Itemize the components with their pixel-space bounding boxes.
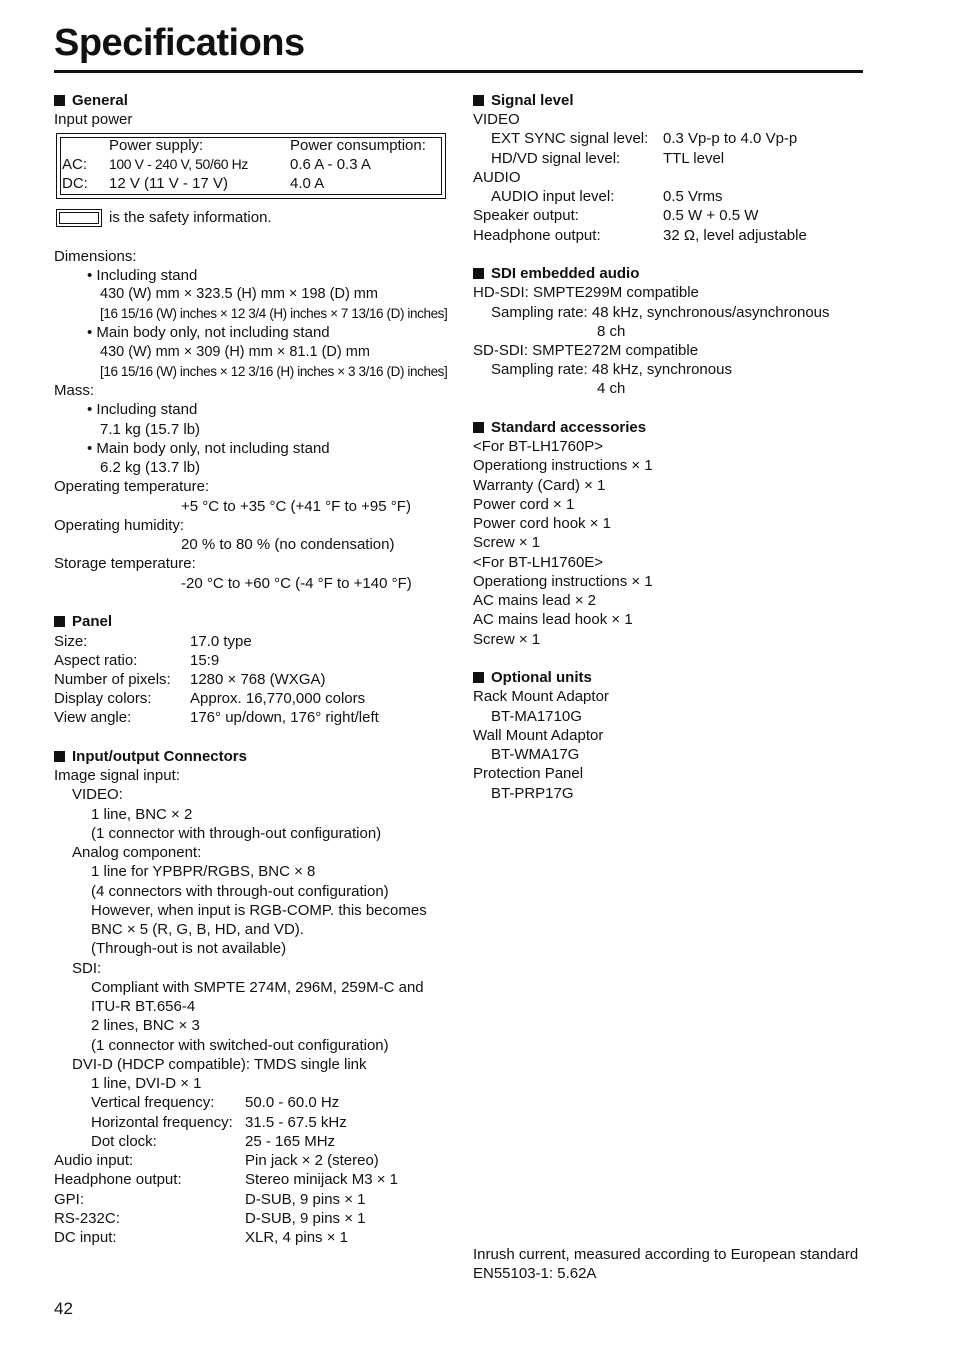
sdi-line: (1 connector with switched-out configuration) — [91, 1037, 389, 1054]
optional-model: BT-WMA17G — [491, 746, 580, 763]
accessory-item: <For BT-LH1760E> — [473, 554, 604, 571]
safety-symbol — [56, 209, 102, 227]
accessory-item: Screw × 1 — [473, 631, 541, 648]
st-temp-value: -20 °C to +60 °C (-4 °F to +140 °F) — [181, 575, 412, 592]
dim-incl-inches: [16 15/16 (W) inches × 12 3/4 (H) inches × 7 13/16 (D) inches] — [100, 306, 448, 321]
inrush-note: Inrush current, measured according to European standard — [473, 1246, 859, 1263]
sdi-line: Compliant with SMPTE 274M, 296M, 259M-C and — [91, 979, 424, 996]
sdi-label: SDI: — [72, 960, 102, 977]
panel-value: 1280 × 768 (WXGA) — [190, 671, 326, 688]
audio-level-label: AUDIO input level: — [491, 188, 615, 205]
ac-supply: 100 V - 240 V, 50/60 Hz — [109, 156, 248, 172]
accessory-item: Power cord hook × 1 — [473, 515, 611, 532]
signal-audio-label: AUDIO — [473, 169, 521, 186]
io-row-value: XLR, 4 pins × 1 — [245, 1229, 348, 1246]
optional-item: Rack Mount Adaptor — [473, 688, 609, 705]
dvi-label: DVI-D (HDCP compatible): TMDS single link — [72, 1056, 367, 1073]
dvi-row-value: 50.0 - 60.0 Hz — [245, 1094, 340, 1111]
headphone-label: Headphone output: — [473, 227, 601, 244]
ext-sync-value: 0.3 Vp-p to 4.0 Vp-p — [663, 130, 798, 147]
power-supply-header: Power supply: — [109, 137, 204, 154]
video-note: (1 connector with through-out configuration) — [91, 825, 382, 842]
dc-supply: 12 V (11 V - 17 V) — [109, 175, 228, 192]
io-row-value: Pin jack × 2 (stereo) — [245, 1152, 379, 1169]
optional-item: Wall Mount Adaptor — [473, 727, 604, 744]
input-power-label: Input power — [54, 111, 133, 128]
square-bullet-icon — [54, 95, 65, 106]
panel-label: Number of pixels: — [54, 671, 171, 688]
dim-body-mm: 430 (W) mm × 309 (H) mm × 81.1 (D) mm — [100, 344, 370, 360]
mass-body-value: 6.2 kg (13.7 lb) — [100, 459, 201, 476]
sd-sdi-rate: Sampling rate: 48 kHz, synchronous — [491, 361, 732, 378]
io-row-value: D-SUB, 9 pins × 1 — [245, 1191, 366, 1208]
op-temp-value: +5 °C to +35 °C (+41 °F to +95 °F) — [181, 498, 411, 515]
dvi-row-label: Horizontal frequency: — [91, 1114, 233, 1131]
hdvd-label: HD/VD signal level: — [491, 150, 621, 167]
analog-note: (Through-out is not available) — [91, 940, 287, 957]
video-line: 1 line, BNC × 2 — [91, 806, 193, 823]
sd-sdi-line: SD-SDI: SMPTE272M compatible — [473, 342, 699, 359]
accessory-item: AC mains lead × 2 — [473, 592, 596, 609]
panel-label: Size: — [54, 633, 88, 650]
hdvd-value: TTL level — [663, 150, 725, 167]
analog-line: 1 line for YPBPR/RGBS, BNC × 8 — [91, 863, 316, 880]
accessory-item: Warranty (Card) × 1 — [473, 477, 606, 494]
speaker-label: Speaker output: — [473, 207, 579, 224]
io-row-value: Stereo minijack M3 × 1 — [245, 1171, 398, 1188]
audio-level-value: 0.5 Vrms — [663, 188, 723, 205]
square-bullet-icon — [473, 95, 484, 106]
optional-model: BT-MA1710G — [491, 708, 582, 725]
sdi-audio-heading: SDI embedded audio — [473, 264, 639, 283]
signal-heading: Signal level — [473, 91, 574, 110]
square-bullet-icon — [473, 422, 484, 433]
analog-label: Analog component: — [72, 844, 202, 861]
dvi-row-label: Vertical frequency: — [91, 1094, 215, 1111]
panel-value: 17.0 type — [190, 633, 252, 650]
ac-consumption: 0.6 A - 0.3 A — [290, 156, 371, 173]
analog-note: (4 connectors with through-out configuration) — [91, 883, 389, 900]
headphone-value: 32 Ω, level adjustable — [663, 227, 807, 244]
optional-item: Protection Panel — [473, 765, 584, 782]
dvi-line: 1 line, DVI-D × 1 — [91, 1075, 202, 1092]
video-label: VIDEO: — [72, 786, 123, 803]
inrush-value: EN55103-1: 5.62A — [473, 1265, 597, 1282]
mass-label: Mass: — [54, 382, 95, 399]
mass-incl-label: • Including stand — [87, 401, 198, 418]
accessory-item: <For BT-LH1760P> — [473, 438, 604, 455]
dc-consumption: 4.0 A — [290, 175, 325, 192]
accessory-item: AC mains lead hook × 1 — [473, 611, 633, 628]
dvi-row-label: Dot clock: — [91, 1133, 157, 1150]
hd-sdi-channels: 8 ch — [597, 323, 626, 340]
sdi-line: 2 lines, BNC × 3 — [91, 1017, 200, 1034]
io-row-label: Audio input: — [54, 1152, 134, 1169]
sd-sdi-channels: 4 ch — [597, 380, 626, 397]
dim-incl-mm: 430 (W) mm × 323.5 (H) mm × 198 (D) mm — [100, 286, 378, 302]
io-row-label: Headphone output: — [54, 1171, 182, 1188]
signal-video-label: VIDEO — [473, 111, 520, 128]
dim-body-label: • Main body only, not including stand — [87, 324, 330, 341]
analog-note: BNC × 5 (R, G, B, HD, and VD). — [91, 921, 304, 938]
speaker-value: 0.5 W + 0.5 W — [663, 207, 759, 224]
io-row-label: GPI: — [54, 1191, 85, 1208]
accessories-heading: Standard accessories — [473, 418, 646, 437]
mass-body-label: • Main body only, not including stand — [87, 440, 330, 457]
hd-sdi-line: HD-SDI: SMPTE299M compatible — [473, 284, 699, 301]
sdi-line: ITU-R BT.656-4 — [91, 998, 196, 1015]
io-heading: Input/output Connectors — [54, 747, 247, 766]
dvi-row-value: 25 - 165 MHz — [245, 1133, 336, 1150]
panel-value: 15:9 — [190, 652, 220, 669]
accessory-item: Power cord × 1 — [473, 496, 575, 513]
panel-value: Approx. 16,770,000 colors — [190, 690, 366, 707]
page-number: 42 — [54, 1299, 73, 1318]
dvi-row-value: 31.5 - 67.5 kHz — [245, 1114, 347, 1131]
title-rule — [54, 70, 863, 73]
panel-label: Aspect ratio: — [54, 652, 138, 669]
square-bullet-icon — [54, 616, 65, 627]
image-signal-label: Image signal input: — [54, 767, 180, 784]
io-row-value: D-SUB, 9 pins × 1 — [245, 1210, 366, 1227]
st-temp-label: Storage temperature: — [54, 555, 196, 572]
op-hum-label: Operating humidity: — [54, 517, 185, 534]
square-bullet-icon — [473, 672, 484, 683]
power-consumption-header: Power consumption: — [290, 137, 426, 154]
panel-value: 176° up/down, 176° right/left — [190, 709, 379, 726]
page-title: Specifications — [54, 22, 305, 64]
safety-note: is the safety information. — [109, 209, 272, 226]
square-bullet-icon — [473, 268, 484, 279]
square-bullet-icon — [54, 751, 65, 762]
panel-heading: Panel — [54, 612, 112, 631]
ac-label: AC: — [62, 156, 88, 173]
ext-sync-label: EXT SYNC signal level: — [491, 130, 649, 147]
optional-model: BT-PRP17G — [491, 785, 574, 802]
io-row-label: DC input: — [54, 1229, 117, 1246]
panel-label: Display colors: — [54, 690, 152, 707]
dim-incl-label: • Including stand — [87, 267, 198, 284]
op-temp-label: Operating temperature: — [54, 478, 210, 495]
accessory-item: Operationg instructions × 1 — [473, 457, 653, 474]
hd-sdi-rate: Sampling rate: 48 kHz, synchronous/asynchronous — [491, 304, 830, 321]
accessory-item: Operationg instructions × 1 — [473, 573, 653, 590]
panel-label: View angle: — [54, 709, 132, 726]
optional-heading: Optional units — [473, 668, 592, 687]
general-heading: General — [54, 91, 128, 110]
accessory-item: Screw × 1 — [473, 534, 541, 551]
io-row-label: RS-232C: — [54, 1210, 120, 1227]
dc-label: DC: — [62, 175, 88, 192]
analog-note: However, when input is RGB-COMP. this becomes — [91, 902, 427, 919]
mass-incl-value: 7.1 kg (15.7 lb) — [100, 421, 201, 438]
op-hum-value: 20 % to 80 % (no condensation) — [181, 536, 395, 553]
dim-body-inches: [16 15/16 (W) inches × 12 3/16 (H) inches × 3 3/16 (D) inches] — [100, 364, 448, 379]
dimensions-label: Dimensions: — [54, 248, 137, 265]
